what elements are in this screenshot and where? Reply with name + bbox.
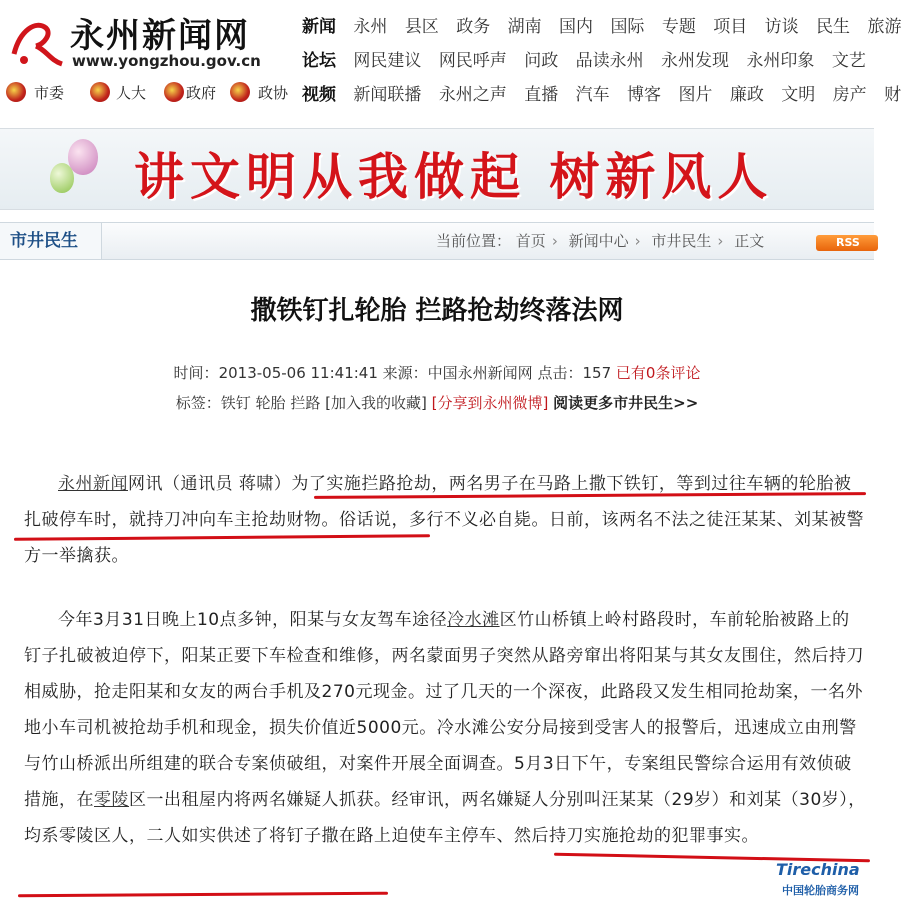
share-weibo-link[interactable]: [分享到永州微博] xyxy=(431,394,549,412)
nav-item[interactable]: 廉政 xyxy=(729,85,764,105)
watermark-logo: Tirechina xyxy=(776,860,860,879)
nav-item[interactable]: 永州 xyxy=(353,17,388,37)
national-emblem-icon xyxy=(90,82,110,102)
tag-link[interactable]: 拦路 xyxy=(290,394,321,412)
site-name: 永州新闻网 xyxy=(70,16,250,56)
nav-item[interactable]: 项目 xyxy=(713,17,748,37)
nav-item[interactable]: 访谈 xyxy=(764,17,799,37)
nav-item[interactable]: 财 xyxy=(884,85,902,105)
quick-link-renda[interactable]: 人大 xyxy=(116,84,147,102)
nav-item[interactable]: 网民呼声 xyxy=(438,51,507,71)
clicks-label: 点击： xyxy=(537,364,583,382)
nav-item[interactable]: 民生 xyxy=(816,17,851,37)
rss-label: RSS xyxy=(836,236,860,249)
nav-item[interactable]: 图片 xyxy=(678,85,713,105)
nav-row-video xyxy=(302,80,902,110)
read-more-link[interactable]: 阅读更多市井民生>> xyxy=(553,394,699,412)
breadcrumb xyxy=(436,223,764,259)
balloon-icon xyxy=(68,139,98,175)
section-title[interactable]: 市井民生 xyxy=(0,223,102,259)
paragraph-text: 今年3月31日晚上10点多钟，阳某与女友驾车途径 xyxy=(58,610,448,630)
cppcc-emblem-icon xyxy=(230,82,250,102)
place-link-lingling[interactable]: 零陵 xyxy=(94,790,129,810)
nav-item[interactable]: 文明 xyxy=(781,85,816,105)
nav-head-news[interactable]: 新闻 xyxy=(302,17,336,37)
section-bar xyxy=(0,222,874,260)
nav-item[interactable]: 国内 xyxy=(559,17,594,37)
nav-item[interactable]: 房产 xyxy=(832,85,867,105)
nav-item[interactable]: 永州之声 xyxy=(438,85,507,105)
nav-head-forum[interactable]: 论坛 xyxy=(302,51,336,71)
time-label: 时间： xyxy=(173,364,219,382)
tag-link[interactable]: 铁钉 xyxy=(220,394,251,412)
nav-item[interactable]: 政务 xyxy=(456,17,491,37)
site-url: www.yongzhou.gov.cn xyxy=(72,52,261,70)
tags-label: 标签： xyxy=(175,394,221,412)
article-meta xyxy=(0,362,874,383)
breadcrumb-section[interactable]: 市井民生 xyxy=(651,232,712,250)
nav-item[interactable]: 永州印象 xyxy=(746,51,815,71)
watermark xyxy=(770,860,870,900)
click-count: 157 xyxy=(582,364,612,382)
nav-item[interactable]: 永州发现 xyxy=(661,51,730,71)
chevron-right-icon: › xyxy=(551,232,558,250)
party-emblem-icon xyxy=(6,82,26,102)
nav-item[interactable]: 国际 xyxy=(610,17,645,37)
nav-item[interactable]: 直播 xyxy=(524,85,559,105)
breadcrumb-label: 当前位置： xyxy=(436,232,512,250)
tag-link[interactable]: 轮胎 xyxy=(255,394,286,412)
promo-banner[interactable] xyxy=(0,128,874,210)
nav-row-news xyxy=(302,12,902,42)
site-logo[interactable] xyxy=(6,6,296,76)
quick-link-shiwei[interactable]: 市委 xyxy=(34,84,65,102)
place-link-lengshuitan[interactable]: 冷水滩 xyxy=(447,610,500,630)
nav-item[interactable]: 专题 xyxy=(661,17,696,37)
highlight-underline xyxy=(18,892,388,898)
nav-item[interactable]: 新闻联播 xyxy=(353,85,422,105)
banner-slogan: 讲文明从我做起 树新风人 xyxy=(134,147,774,206)
quick-links xyxy=(6,82,296,122)
add-favorite-link[interactable]: [加入我的收藏] xyxy=(325,394,427,412)
chevron-right-icon: › xyxy=(634,232,641,250)
quick-link-zhengxie[interactable]: 政协 xyxy=(258,84,289,102)
rss-button[interactable] xyxy=(816,235,878,251)
quick-link-zhengfu[interactable]: 政府 xyxy=(186,84,217,102)
nav-item[interactable]: 湖南 xyxy=(507,17,542,37)
nav-head-video[interactable]: 视频 xyxy=(302,85,336,105)
nav-item[interactable]: 汽车 xyxy=(575,85,610,105)
paragraph-text: 区一出租屋内将两名嫌疑人抓获。经审讯，两名嫌疑人分别叫汪某某（29岁）和刘某（30岁），均系零陵区人，二人如实供述了将钉子撒在路上迫使车主停车、然后持刀实施抢劫的犯罪事实。 xyxy=(24,790,866,846)
nav-item[interactable]: 问政 xyxy=(524,51,559,71)
breadcrumb-current: 正文 xyxy=(734,232,765,250)
source-label: 来源： xyxy=(382,364,428,382)
paragraph-text: 网讯（通讯员 蒋啸）为了实施拦路抢劫，两名男子在马路上撒下铁钉，等到过往车辆的轮胎被扎破停车时，就持刀冲向车主抢劫财物。俗话说，多行不义必自毙。日前，该两名不法之徒汪某某、刘某被警方一举擒获。 xyxy=(24,474,864,566)
logo-mark-icon xyxy=(6,10,68,72)
nav-row-forum xyxy=(302,46,874,76)
national-emblem-icon xyxy=(164,82,184,102)
article-title: 撒铁钉扎轮胎 拦路抢劫终落法网 xyxy=(250,296,624,326)
chevron-right-icon: › xyxy=(717,232,724,250)
comments-link[interactable]: 已有0条评论 xyxy=(615,364,701,382)
watermark-subtitle: 中国轮胎商务网 xyxy=(782,884,859,897)
paragraph-text: 区竹山桥镇上岭村路段时，车前轮胎被路上的钉子扎破被迫停下，阳某正要下车检查和维修，两名蒙面男子突然从路旁窜出将阳某与其女友围住，然后持刀相威胁，抢走阳某和女友的两台手机及270元现金。过了几天的一个深夜，此路段又发生相同抢劫案，一名外地小车司机被抢劫手机和现金，损失价值近5000元。冷水滩公安分局接到受害人的报警后，迅速成立由刑警与竹山桥派出所组建的联合专案侦破组，对案件开展全面调查。5月3日下午，专案组民警综合运用有效侦破措施，在 xyxy=(24,610,864,810)
nav-item[interactable]: 网民建议 xyxy=(353,51,422,71)
breadcrumb-home[interactable]: 首页 xyxy=(515,232,546,250)
nav-item[interactable]: 文艺 xyxy=(831,51,866,71)
site-header xyxy=(0,0,902,128)
nav-item[interactable]: 县区 xyxy=(404,17,439,37)
nav-item[interactable]: 品读永州 xyxy=(575,51,644,71)
article-tags xyxy=(0,392,874,413)
balloon-icon xyxy=(50,163,74,193)
nav-item[interactable]: 博客 xyxy=(627,85,662,105)
article-paragraph-2 xyxy=(24,602,866,854)
publish-time: 2013-05-06 11:41:41 xyxy=(218,364,378,382)
breadcrumb-news-center[interactable]: 新闻中心 xyxy=(568,232,629,250)
nav-item[interactable]: 旅游 xyxy=(867,17,902,37)
article-paragraph-1 xyxy=(24,466,866,574)
source-link[interactable]: 中国永州新闻网 xyxy=(427,364,533,382)
source-inline-link[interactable]: 永州新闻 xyxy=(58,474,128,494)
